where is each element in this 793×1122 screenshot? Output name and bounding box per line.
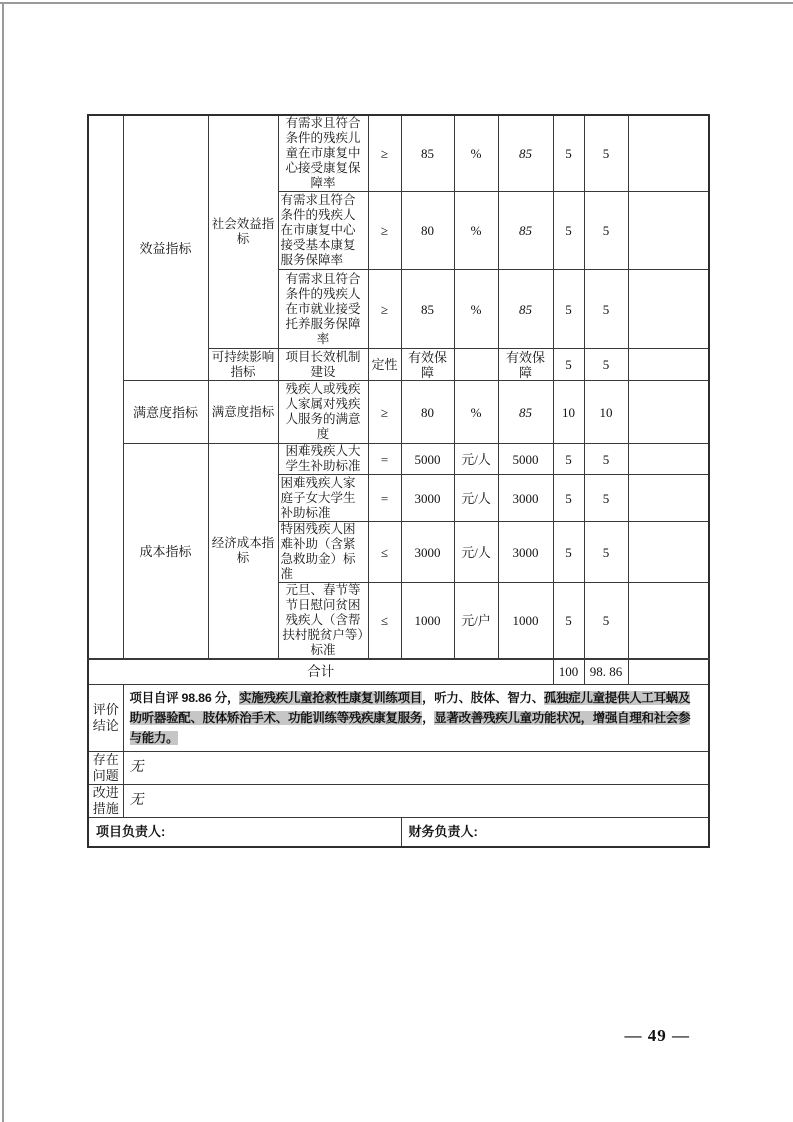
score-cell: 5	[584, 192, 628, 270]
remark-cell	[628, 192, 709, 270]
total-remark	[628, 659, 709, 684]
score-cell: 5	[584, 475, 628, 522]
score-cell: 5	[584, 522, 628, 583]
operator-cell: =	[368, 444, 401, 475]
score-cell: 10	[584, 381, 628, 444]
weight-cell: 5	[553, 522, 584, 583]
operator-cell: ≤	[368, 583, 401, 660]
indicator-name-cell: 元旦、春节等节日慰问贫困残疾人（含帮扶村脱贫户等）标准	[278, 583, 368, 660]
page-number: — 49 —	[624, 1026, 690, 1045]
remark-cell	[628, 349, 709, 381]
finance-manager-label: 财务负责人:	[401, 817, 709, 847]
score-cell: 5	[584, 583, 628, 660]
weight-cell: 10	[553, 381, 584, 444]
actual-value-cell: 5000	[498, 444, 553, 475]
unit-cell: %	[454, 381, 498, 444]
actual-value-cell: 85	[498, 192, 553, 270]
target-value-cell: 80	[401, 192, 454, 270]
weight-cell: 5	[553, 115, 584, 192]
remark-cell	[628, 115, 709, 192]
operator-cell: ≤	[368, 522, 401, 583]
unit-cell: 元/户	[454, 583, 498, 660]
conclusion-segment: ，听力、肢体、智力、	[422, 690, 544, 705]
weight-cell: 5	[553, 349, 584, 381]
remark-cell	[628, 522, 709, 583]
problems-content: 无	[123, 751, 709, 784]
indicator-category-cell: 成本指标	[123, 444, 208, 660]
indicator-category-cell: 效益指标	[123, 115, 208, 381]
indicator-name-cell: 有需求且符合条件的残疾人在市就业接受托养服务保障率	[278, 270, 368, 349]
target-value-cell: 3000	[401, 522, 454, 583]
conclusion-text	[123, 684, 709, 751]
actual-value-cell: 有效保障	[498, 349, 553, 381]
conclusion-segment: 实施残疾儿童抢救性康复训练项目	[239, 690, 422, 705]
target-value-cell: 3000	[401, 475, 454, 522]
actual-value-cell: 85	[498, 270, 553, 349]
scan-border-top	[0, 2, 793, 4]
weight-cell: 5	[553, 475, 584, 522]
indicator-subcategory-cell: 经济成本指标	[208, 444, 278, 660]
signature-row	[88, 817, 709, 847]
improvements-label: 改进措施	[88, 784, 123, 817]
indicator-name-cell: 有需求且符合条件的残疾儿童在市康复中心接受康复保障率	[278, 115, 368, 192]
indicator-subcategory-cell: 可持续影响指标	[208, 349, 278, 381]
weight-cell: 5	[553, 192, 584, 270]
improvements-content: 无	[123, 784, 709, 817]
conclusion-segment: 项目自评 98.86 分，	[129, 690, 240, 705]
conclusion-segment: 孤独症儿童提供人工耳蜗及助听器验配、肢体矫治手术、功能训练等残疾康复服务	[129, 690, 691, 725]
score-cell: 5	[584, 270, 628, 349]
unit-cell: %	[454, 115, 498, 192]
unit-cell: %	[454, 192, 498, 270]
target-value-cell: 有效保障	[401, 349, 454, 381]
indicator-subcategory-cell: 社会效益指标	[208, 115, 278, 349]
improvements-row	[88, 784, 709, 817]
operator-cell: ≥	[368, 270, 401, 349]
remark-cell	[628, 475, 709, 522]
unit-cell	[454, 349, 498, 381]
score-cell: 5	[584, 115, 628, 192]
indicator-name-cell: 有需求且符合条件的残疾人在市康复中心接受基本康复服务保障率	[278, 192, 368, 270]
operator-cell: ≥	[368, 192, 401, 270]
total-label: 合计	[88, 659, 553, 684]
target-value-cell: 80	[401, 381, 454, 444]
indicator-row	[88, 115, 709, 192]
actual-value-cell: 3000	[498, 475, 553, 522]
remark-cell	[628, 583, 709, 660]
weight-cell: 5	[553, 583, 584, 660]
target-value-cell: 1000	[401, 583, 454, 660]
conclusion-segment: ，	[422, 710, 435, 725]
unit-cell: 元/人	[454, 475, 498, 522]
unit-cell: %	[454, 270, 498, 349]
project-manager-label: 项目负责人:	[88, 817, 401, 847]
indicator-name-cell: 残疾人或残疾人家属对残疾人服务的满意度	[278, 381, 368, 444]
operator-cell: ≥	[368, 115, 401, 192]
remark-cell	[628, 381, 709, 444]
operator-cell: 定性	[368, 349, 401, 381]
remark-cell	[628, 444, 709, 475]
problems-row	[88, 751, 709, 784]
actual-value-cell: 85	[498, 381, 553, 444]
unit-cell: 元/人	[454, 522, 498, 583]
weight-cell: 5	[553, 444, 584, 475]
indicator-name-cell: 困难残疾人家庭子女大学生补助标准	[278, 475, 368, 522]
indicator-row	[88, 444, 709, 475]
target-value-cell: 85	[401, 270, 454, 349]
target-value-cell: 5000	[401, 444, 454, 475]
remark-cell	[628, 270, 709, 349]
actual-value-cell: 3000	[498, 522, 553, 583]
score-cell: 5	[584, 444, 628, 475]
unit-cell: 元/人	[454, 444, 498, 475]
weight-cell: 5	[553, 270, 584, 349]
target-value-cell: 85	[401, 115, 454, 192]
operator-cell: =	[368, 475, 401, 522]
operator-cell: ≥	[368, 381, 401, 444]
performance-indicator-table	[87, 114, 710, 848]
conclusion-row	[88, 684, 709, 751]
total-row	[88, 659, 709, 684]
left-spacer-cell	[88, 115, 123, 659]
actual-value-cell: 85	[498, 115, 553, 192]
conclusion-segment: 显著改善残疾儿童功能状况，增强自理和社会参与能力。	[129, 710, 691, 745]
score-cell: 5	[584, 349, 628, 381]
indicator-name-cell: 困难残疾人大学生补助标准	[278, 444, 368, 475]
indicator-subcategory-cell: 满意度指标	[208, 381, 278, 444]
actual-value-cell: 1000	[498, 583, 553, 660]
total-weight: 100	[553, 659, 584, 684]
indicator-row	[88, 381, 709, 444]
total-score: 98. 86	[584, 659, 628, 684]
scan-border-left	[2, 2, 4, 1122]
indicator-category-cell: 满意度指标	[123, 381, 208, 444]
indicator-name-cell: 特困残疾人困难补助（含紧急救助金）标准	[278, 522, 368, 583]
indicator-name-cell: 项目长效机制建设	[278, 349, 368, 381]
conclusion-label: 评价结论	[88, 684, 123, 751]
problems-label: 存在问题	[88, 751, 123, 784]
